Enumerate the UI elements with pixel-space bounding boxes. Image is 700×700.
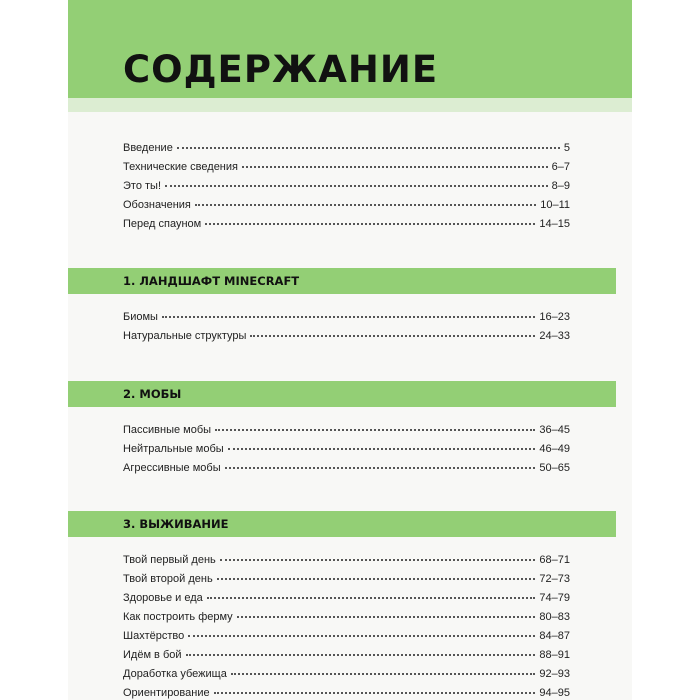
toc-entry-label: Обозначения <box>123 199 191 211</box>
dot-leader <box>231 672 536 675</box>
toc-entry-label: Натуральные структуры <box>123 330 247 342</box>
toc-entry <box>123 592 570 611</box>
toc-entry-pages: 6–7 <box>551 161 570 173</box>
toc-entry-pages: 92–93 <box>539 668 570 680</box>
toc-entry-pages: 14–15 <box>539 218 570 230</box>
toc-entry-pages: 84–87 <box>539 630 570 642</box>
toc-entry-pages: 94–95 <box>539 687 570 699</box>
dot-leader <box>177 146 560 149</box>
dot-leader <box>165 184 548 187</box>
toc-entry <box>123 687 570 700</box>
dot-leader <box>207 596 536 599</box>
toc-entry <box>123 630 570 649</box>
dot-leader <box>186 653 536 656</box>
page-title: СОДЕРЖАНИЕ <box>123 48 439 91</box>
section-title: 3. ВЫЖИВАНИЕ <box>123 517 229 531</box>
dot-leader <box>188 634 535 637</box>
section-header-2 <box>68 381 616 407</box>
toc-entry <box>123 424 570 443</box>
dot-leader <box>195 203 536 206</box>
toc-entry-label: Шахтёрство <box>123 630 185 642</box>
toc-section-1-list <box>123 311 570 349</box>
toc-entry <box>123 330 570 349</box>
toc-section-3-list <box>123 554 570 700</box>
toc-entry <box>123 199 570 218</box>
toc-entry <box>123 554 570 573</box>
toc-entry-pages: 36–45 <box>539 424 570 436</box>
toc-entry <box>123 161 570 180</box>
toc-entry-label: Введение <box>123 142 173 154</box>
dot-leader <box>205 222 535 225</box>
toc-entry-label: Доработка убежища <box>123 668 227 680</box>
section-header-3 <box>68 511 616 537</box>
toc-entry-label: Нейтральные мобы <box>123 443 224 455</box>
toc-entry-pages: 46–49 <box>539 443 570 455</box>
toc-entry <box>123 180 570 199</box>
dot-leader <box>242 165 548 168</box>
dot-leader <box>215 428 535 431</box>
toc-entry <box>123 462 570 481</box>
toc-intro-list <box>123 142 570 237</box>
toc-entry-pages: 68–71 <box>539 554 570 566</box>
toc-entry <box>123 668 570 687</box>
toc-entry-pages: 72–73 <box>539 573 570 585</box>
section-header-1 <box>68 268 616 294</box>
toc-entry-label: Пассивные мобы <box>123 424 212 436</box>
toc-entry-pages: 74–79 <box>539 592 570 604</box>
toc-entry <box>123 142 570 161</box>
toc-entry-pages: 8–9 <box>551 180 570 192</box>
toc-entry <box>123 573 570 592</box>
toc-entry <box>123 649 570 668</box>
toc-entry-pages: 50–65 <box>539 462 570 474</box>
toc-entry-label: Агрессивные мобы <box>123 462 221 474</box>
toc-entry <box>123 611 570 630</box>
toc-entry-label: Ориентирование <box>123 687 210 699</box>
toc-entry-label: Технические сведения <box>123 161 238 173</box>
toc-entry-pages: 88–91 <box>539 649 570 661</box>
header-strip <box>68 98 632 112</box>
toc-entry <box>123 218 570 237</box>
toc-entry <box>123 311 570 330</box>
toc-entry-pages: 16–23 <box>539 311 570 323</box>
toc-entry-label: Твой первый день <box>123 554 216 566</box>
dot-leader <box>217 577 536 580</box>
section-title: 2. МОБЫ <box>123 387 182 401</box>
toc-entry <box>123 443 570 462</box>
dot-leader <box>250 334 535 337</box>
dot-leader <box>162 315 535 318</box>
toc-entry-pages: 10–11 <box>540 199 570 211</box>
dot-leader <box>228 447 536 450</box>
dot-leader <box>237 615 536 618</box>
toc-entry-label: Идём в бой <box>123 649 182 661</box>
toc-entry-pages: 5 <box>563 142 570 154</box>
toc-section-2-list <box>123 424 570 481</box>
toc-entry-label: Это ты! <box>123 180 161 192</box>
book-page <box>68 0 632 700</box>
header-band <box>68 0 632 98</box>
toc-entry-label: Твой второй день <box>123 573 213 585</box>
toc-entry-pages: 24–33 <box>539 330 570 342</box>
toc-entry-label: Биомы <box>123 311 158 323</box>
toc-entry-label: Как построить ферму <box>123 611 233 623</box>
toc-entry-label: Перед спауном <box>123 218 202 230</box>
dot-leader <box>214 691 536 694</box>
toc-entry-label: Здоровье и еда <box>123 592 203 604</box>
toc-entry-pages: 80–83 <box>539 611 570 623</box>
dot-leader <box>225 466 536 469</box>
section-title: 1. ЛАНДШАФТ MINECRAFT <box>123 274 300 288</box>
dot-leader <box>220 558 536 561</box>
